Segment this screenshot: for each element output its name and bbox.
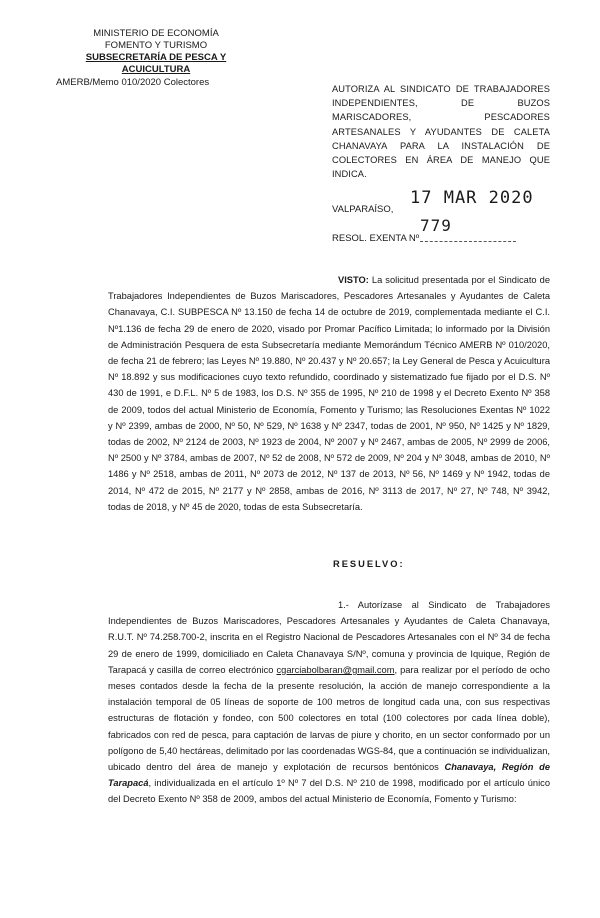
resuelvo-heading: RESUELVO: [333,559,405,569]
item1-text-part1: 1.- Autorízase al Sindicato de Trabajadores Independientes de Buzos Mariscadores, Pescadores Artesanales y Ayudantes de Caleta Chanavaya, R.U.T. Nº 74.258.700-2, inscrita en el Registro Nacional de Pescadores Artesanales con el Nº 34 de fecha 29 de enero de 1999, domiciliado en Caleta Chanavaya S/Nº, comuna y provincia de Iquique, Región de Tarapacá y casilla de correo electrónico [108,600,550,675]
resolution-item-1 [108,597,550,808]
ministry-name-line2: FOMENTO Y TURISMO [104,40,208,51]
letterhead [56,28,256,89]
resolution-number: 779 [420,216,452,235]
date-stamp: 17 MAR 2020 [410,188,534,208]
resolution-label: RESOL. EXENTA Nº [332,233,420,244]
email-address: cgarciabolbaran@gmail.com [276,664,395,675]
visto-lead: VISTO: [338,275,369,285]
area-name: Chanavaya, Región de Tarapacá [108,762,551,789]
visto-paragraph [108,272,550,515]
subsecretaria-name: SUBSECRETARÍA DE PESCA Y ACUICULTURA [85,52,227,75]
dateline [332,188,562,244]
ministry-name: MINISTERIO DE ECONOMÍA [93,28,219,39]
place-label: VALPARAÍSO, [332,204,394,215]
document-title: AUTORIZA AL SINDICATO DE TRABAJADORES INDEPENDIENTES, DE BUZOS MARISCADORES, PESCADORES ARTESANALES Y AYUDANTES DE CALETA CHANAVAYA PARA LA INSTALACIÓN DE COLECTORES EN ÁREA DE MANEJO QUE INDICA. [332,84,550,180]
reference-code: AMERB/Memo 010/2020 Colectores [56,77,210,88]
item1-text-part2: , para realizar por el período de ocho meses contados desde la fecha de la presente resolución, la acción de manejo correspondiente a la instalación temporal de 05 líneas de soporte de 100 metros de longitud cada una, con sus respectivas estructuras de flotación y fondeo, con 500 colectores en total (100 colectores por cada línea doble), fabricados con red de pesca, para captación de larvas de piure y chorito, en un sector conformado por un polígono de 5,40 hectáreas, delimitado por las coordenadas WGS-84, que a continuación se individualizan, ubicado dentro del área de manejo y explotación de recursos bentónicos [108,664,550,773]
resolution-number-line [420,241,516,242]
visto-text: La solicitud presentada por el Sindicato de Trabajadores Independientes de Buzos Mariscadores, Pescadores Artesanales y Ayudantes de Caleta Chanavaya, C.I. SUBPESCA Nº 13.150 de fecha 14 de octubre de 2019, complementada mediante el C.I. Nº1.136 de fecha 29 de enero de 2020, visado por Promar Pacífico Limitada; lo informado por la División de Administración Pesquera de esta Subsecretaría mediante Memorándum Técnico AMERB Nº 010/2020, de fecha 21 de febrero; las Leyes Nº 19.880, Nº 20.437 y Nº 20.657; la Ley General de Pesca y Acuicultura Nº 18.892 y sus modificaciones cuyo texto refundido, coordinado y sistematizado fue fijado por el D.S. Nº 430 de 1991, e D.F.L. Nº 5 de 1983, los D.S. Nº 355 de 1995, Nº 210 de 1998 y el Decreto Exento Nº 358 de 2009, todos del actual Ministerio de Economía, Fomento y Turismo; las Resoluciones Exentas Nº 1022 y Nº 2399, ambas de 2000, Nº 50, Nº 529, Nº 1638 y Nº 2347, todas de 2001, Nº 950, Nº 1425 y Nº 1829, todas de 2002, Nº 2124 de 2003, Nº 1923 de 2004, Nº 2007 y Nº 2467, ambas de 2005, Nº 2999 de 2006, Nº 2500 y Nº 3784, ambas de 2007, Nº 52 de 2008, Nº 572 de 2009, Nº 204 y Nº 3048, ambas de 2010, Nº 1486 y Nº 2518, ambas de 2011, Nº 2073 de 2012, Nº 137 de 2013, Nº 56, Nº 1469 y Nº 1942, todas de 2014, Nº 472 de 2015, Nº 2177 y Nº 2858, ambas de 2016, Nº 3113 de 2017, Nº 27, Nº 748, Nº 3942, todas de 2018, y Nº 45 de 2020, todas de esta Subsecretaría. [108,275,550,512]
item1-text-part3: , individualizada en el artículo 1º Nº 7 del D.S. Nº 210 de 1998, modificado por el artículo único del Decreto Exento Nº 358 de 2009, ambos del actual Ministerio de Economía, Fomento y Turismo: [108,778,550,805]
